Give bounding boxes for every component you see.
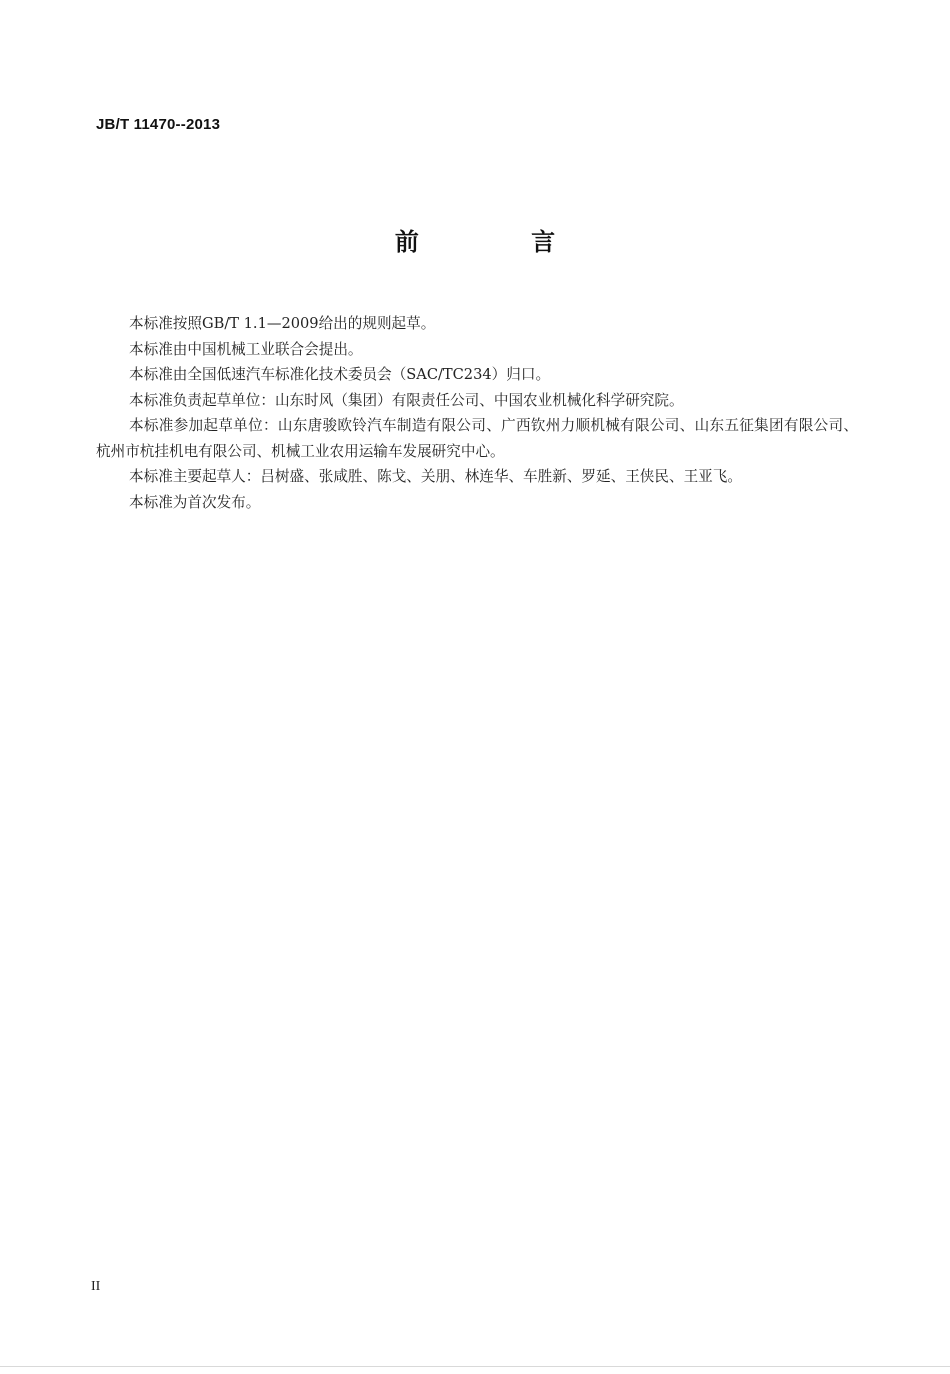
paragraph-administrator: 本标准由全国低速汽车标准化技术委员会（SAC/TC234）归口。 xyxy=(129,366,551,383)
page-title: 前 言 xyxy=(394,228,608,256)
paragraph-proposer: 本标准由中国机械工业联合会提出。 xyxy=(129,340,363,358)
paragraph-main-drafters: 本标准主要起草人：吕树盛、张咸胜、陈戈、关朋、林连华、车胜新、罗延、王侠民、王亚飞。 xyxy=(129,468,742,485)
standard-code: JB/T 11470--2013 xyxy=(96,116,221,133)
paragraph-lead-drafting-units: 本标准负责起草单位：山东时风（集团）有限责任公司、中国农业机械化科学研究院。 xyxy=(129,391,684,409)
page-number: II xyxy=(91,1279,101,1294)
page-bottom-divider xyxy=(0,1366,950,1367)
paragraph-first-release: 本标准为首次发布。 xyxy=(129,493,261,511)
paragraph-drafting-rules: 本标准按照GB/T 1.1—2009给出的规则起草。 xyxy=(129,315,436,332)
paragraph-participating-units: 本标准参加起草单位：山东唐骏欧铃汽车制造有限公司、广西钦州力顺机械有限公司、山东五征集团有限公司、杭州市杭挂机电有限公司、机械工业农用运输车发展研究中心。 xyxy=(96,417,858,460)
foreword-body xyxy=(96,311,858,515)
